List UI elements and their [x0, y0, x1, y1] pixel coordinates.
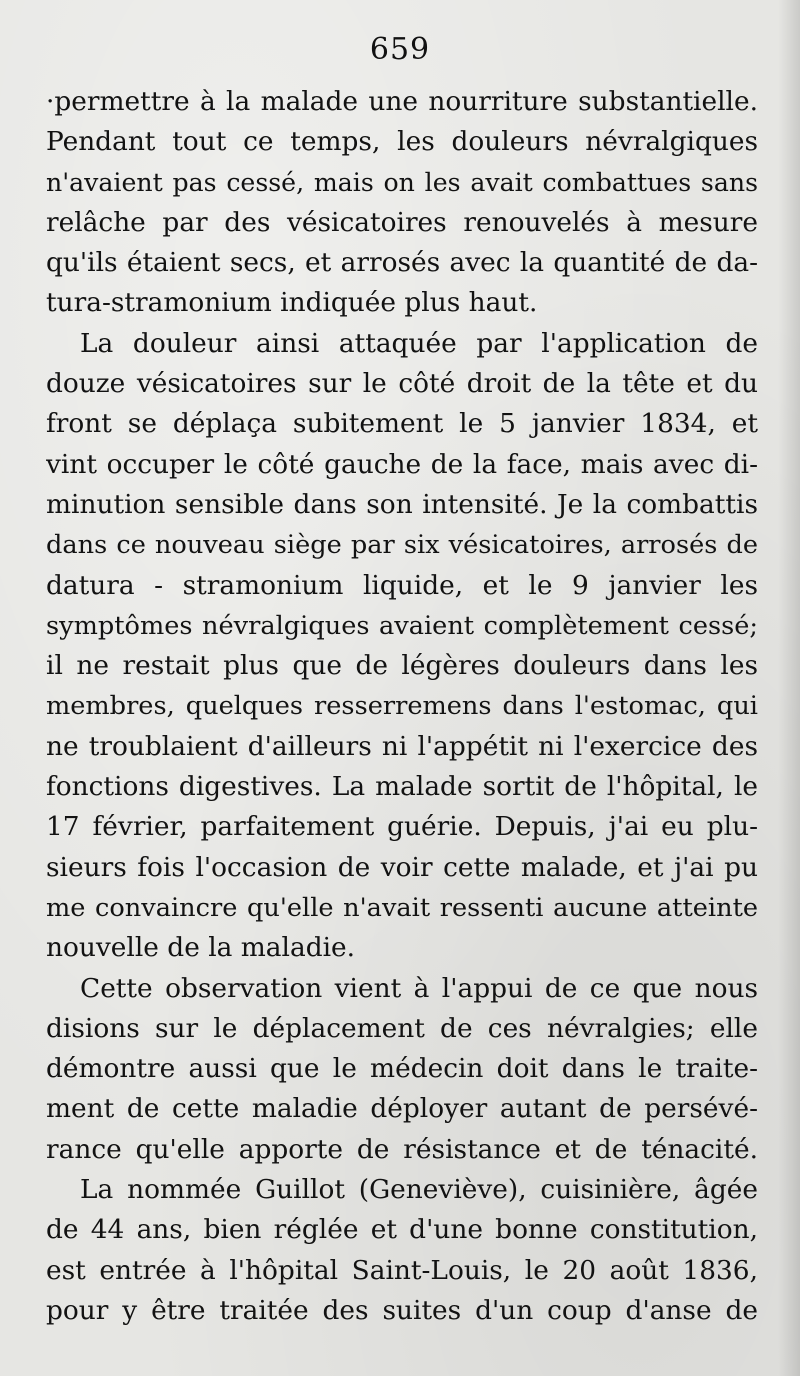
text-line: ment de cette maladie déployer autant de persévé-	[46, 1093, 758, 1125]
page-edge-shadow	[778, 0, 800, 1376]
text-line: ne troublaient d'ailleurs ni l'appétit ni l'exercice des	[46, 730, 758, 762]
text-line: Cette observation vient à l'appui de ce que nous	[80, 972, 758, 1004]
text-line: démontre aussi que le médecin doit dans le traite-	[46, 1053, 758, 1085]
text-line: relâche par des vésicatoires renouvelés à mesure	[46, 206, 758, 238]
text-line: front se déplaça subitement le 5 janvier 1834, et	[46, 408, 758, 440]
text-line: fonctions digestives. La malade sortit de l'hôpital, le	[46, 771, 758, 803]
text-line: me convaincre qu'elle n'avait ressenti aucune atteinte	[46, 892, 758, 923]
text-line: n'avaient pas cessé, mais on les avait combattues sans	[46, 167, 758, 197]
text-line: dans ce nouveau siège par six vésicatoires, arrosés de	[46, 530, 758, 561]
text-line: pour y être traitée des suites d'un coup d'anse de	[46, 1294, 758, 1326]
text-line: membres, quelques resserremens dans l'estomac, qui	[46, 691, 758, 722]
text-line: La douleur ainsi attaquée par l'application de	[80, 327, 758, 359]
text-line: est entrée à l'hôpital Saint-Louis, le 20 août 1836,	[46, 1254, 758, 1286]
text-line: de 44 ans, bien réglée et d'une bonne constitution,	[46, 1214, 758, 1246]
text-line: sieurs fois l'occasion de voir cette malade, et j'ai pu	[46, 851, 758, 883]
text-line: nouvelle de la maladie.	[46, 932, 356, 964]
text-line: ·permettre à la malade une nourriture substantielle.	[46, 86, 758, 117]
text-line: vint occuper le côté gauche de la face, mais avec di-	[46, 448, 758, 480]
text-line: douze vésicatoires sur le côté droit de la tête et du	[46, 368, 758, 400]
page-number: 659	[369, 32, 431, 67]
text-line: disions sur le déplacement de ces névralgies; elle	[46, 1012, 758, 1044]
body-text	[46, 82, 758, 1331]
text-line: il ne restait plus que de légères douleurs dans les	[46, 650, 758, 682]
text-line: datura - stramonium liquide, et le 9 janvier les	[46, 569, 758, 601]
text-line: La nommée Guillot (Geneviève), cuisinière, âgée	[80, 1174, 758, 1206]
text-line: symptômes névralgiques avaient complètement cessé;	[46, 610, 758, 641]
text-line: rance qu'elle apporte de résistance et de ténacité.	[46, 1133, 758, 1165]
text-line: tura-stramonium indiquée plus haut.	[46, 287, 538, 319]
text-line: 17 février, parfaitement guérie. Depuis, j'ai eu plu-	[46, 811, 758, 843]
text-line: minution sensible dans son intensité. Je la combattis	[46, 488, 758, 520]
text-line: qu'ils étaient secs, et arrosés avec la quantité de da-	[46, 247, 758, 279]
text-line: Pendant tout ce temps, les douleurs névralgiques	[46, 126, 758, 158]
